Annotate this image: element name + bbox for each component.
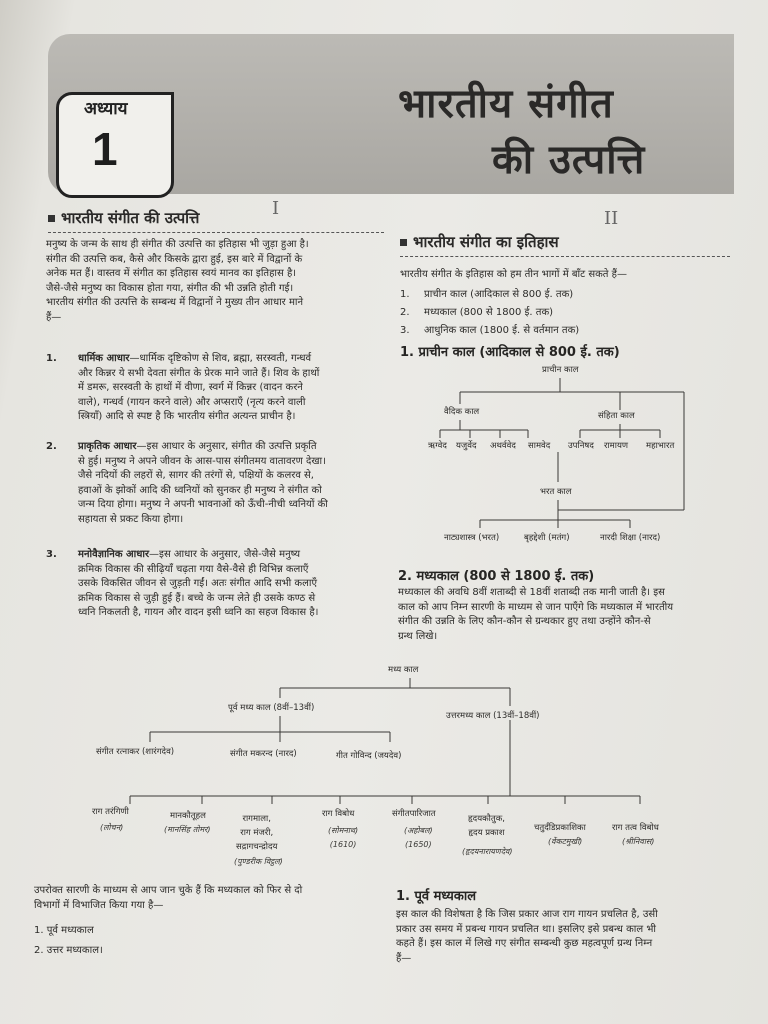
tree-node-medieval-root: मध्य काल <box>388 665 419 675</box>
tree-node-author: (अहोबल) (1650) <box>404 826 433 849</box>
text-line: क्रमिक विकास से जुड़ी हुई हैं। बच्चे के जन्म लेते ही उसके कण्ठ से <box>78 592 316 604</box>
chapter-title-line2: की उत्पत्ति <box>492 137 646 183</box>
text-line: ग्रन्थ लिखे। <box>398 630 438 642</box>
point-title: मनोवैज्ञानिक आधार <box>78 549 150 560</box>
tree-node-text: मानकौतूहल <box>170 811 206 821</box>
tree-node-text: संगीत रत्नाकर (शारंगदेव) <box>96 747 175 757</box>
text-line: में डमरू, सरस्वती के हाथों में वीणा, स्वर्ग में किन्नर (वादन करने <box>78 382 303 394</box>
text-line: काल को आप निम्न सारणी के माध्यम से जान पाएँगे कि मध्यकाल में भारतीय <box>398 601 674 613</box>
early-medieval-heading: 1. पूर्व मध्यकाल <box>396 889 477 904</box>
text-line: संगीत की उन्नति के लिए कौन-कौन से ग्रन्थकार हुए तथा उन्होंने कौन-से <box>398 616 651 628</box>
bullet-icon <box>48 215 55 222</box>
section-heading-origin: भारतीय संगीत की उत्पत्ति <box>48 208 199 228</box>
text-line: भारतीय संगीत की उत्पत्ति के सम्बन्ध में विद्वानों ने मुख्य तीन आधार माने <box>46 297 304 309</box>
bullet-icon <box>400 239 407 246</box>
text-line: मनुष्य के जन्म के साथ ही संगीत की उत्पत्ति का इतिहास भी जुड़ा हुआ है। <box>46 239 309 250</box>
text-line: उपरोक्त सारणी के माध्यम से आप जान चुके हैं कि मध्यकाल को फिर से दो <box>34 885 303 896</box>
text-line: स्त्रियाँ) आदि से स्पष्ट है कि भारतीय संगीत अत्यन्त प्राचीन है। <box>78 411 296 423</box>
ancient-period-tree <box>400 360 730 560</box>
tree-node-author: (पुण्डरीक विट्ठल) <box>234 857 283 866</box>
tree-node-veda: अथर्ववेद <box>490 441 516 451</box>
tree-node-vedic: वैदिक काल <box>444 407 480 417</box>
text-line: उसके विकसित जीवन से जुड़ती गईं। अतः संगीत आदि सभी कलाएँ <box>78 578 317 590</box>
chapter-label: अध्याय <box>84 99 128 119</box>
period-item: 3. आधुनिक काल (1800 ई. से वर्तमान तक) <box>400 325 580 336</box>
tree-node-text: नारदी शिक्षा (नारद) <box>600 533 661 543</box>
text-line: —धार्मिक दृष्टिकोण से शिव, ब्रह्मा, सरस्वती, गन्धर्व <box>129 353 312 364</box>
tree-node-veda: यजुर्वेद <box>456 441 477 451</box>
tree-node-veda: ऋग्वेद <box>428 441 447 451</box>
point-number: 1. <box>46 353 57 364</box>
medieval-intro <box>398 586 732 644</box>
text-line: जन्म दिया होगा। मनुष्य ने अपनी भावनाओं को ऊँची-नीची ध्वनियों की <box>78 499 328 511</box>
origin-point-natural <box>46 440 391 530</box>
origin-point-religious <box>46 352 391 428</box>
division-item: 2. उत्तर मध्यकाल। <box>34 945 103 956</box>
text-line: जैसे नदियों की लहरों से, सागर की तरंगों से, पक्षियों के कलरव से, <box>78 470 314 482</box>
tree-node-text: चतुर्दंडिप्रकाशिका <box>534 823 586 833</box>
tree-node-upanishad: उपनिषद <box>568 441 594 451</box>
tree-node-text: संगीतपारिजात <box>392 809 436 819</box>
section-heading-history: भारतीय संगीत का इतिहास <box>400 232 559 252</box>
period-item: 1. प्राचीन काल (आदिकाल से 800 ई. तक) <box>400 289 574 300</box>
heading-rule <box>400 256 730 257</box>
text-line: संगीत की उत्पत्ति कब, कैसे और किसके द्वारा हुई, इस बारे में विद्वानों के <box>46 253 303 265</box>
tree-node-text: नाट्यशास्त्र (भरत) <box>444 533 500 543</box>
origin-point-psychological <box>46 548 391 624</box>
medieval-division-text <box>34 884 380 913</box>
text-line: से हुई। मनुष्य ने अपने जीवन के आस-पास संगीतमय वातावरण देखा। <box>78 455 326 467</box>
tree-node-author: (वेंकटमुखी) <box>548 837 583 846</box>
margin-mark-two: II <box>604 208 619 229</box>
text-line: जैसे-जैसे मनुष्य का विकास होता गया, संगीत की भी उन्नति होती गई। <box>46 282 294 294</box>
text-line: अनेक मत हैं। वास्तव में संगीत का इतिहास स्वयं मानव का इतिहास है। <box>46 268 297 280</box>
tree-node-text: राग तत्व विबोध <box>612 823 659 833</box>
heading-rule <box>48 232 384 233</box>
text-line: और किन्नर ये सभी देवता संगीत के प्रेरक माने जाते हैं। शिव के हाथों <box>78 367 320 379</box>
text-line: हैं— <box>46 311 62 323</box>
tree-node-text: राग तरंगिणी <box>92 807 129 817</box>
origin-intro <box>46 238 391 326</box>
point-title: प्राकृतिक आधार <box>78 441 137 452</box>
tree-node-early-medieval: पूर्व मध्य काल (8वीं–13वीं) <box>228 703 315 713</box>
text-line: ध्वनि निकलती है, गायन और वादन इसी ध्वनि का सहज विकास है। <box>78 607 319 619</box>
tree-node-author: (मानसिंह तोमर) <box>164 825 211 834</box>
tree-node-text: संगीत मकरन्द (नारद) <box>230 749 297 759</box>
text-line: कहते हैं। इस काल में लिखे गए संगीत सम्बन्धी कुछ महत्वपूर्ण ग्रन्थ निम्न <box>396 938 653 950</box>
tree-node-ramayana: रामायण <box>604 441 629 451</box>
text-line: हैं— <box>396 952 412 964</box>
tree-node-author: (सोमनाथ) (1610) <box>328 826 359 849</box>
medieval-period-heading: 2. मध्यकाल (800 से 1800 ई. तक) <box>398 569 595 584</box>
tree-node-late-medieval: उत्तरमध्य काल (13वीं–18वीं) <box>446 711 540 721</box>
tree-node-author: (लोचन) <box>100 823 124 832</box>
tree-node-text: बृहद्देशी (मतंग) <box>524 533 570 543</box>
text-line: सहायता से प्रकट किया होगा। <box>78 513 184 525</box>
chapter-title-line1: भारतीय संगीत <box>398 81 614 127</box>
tree-node-sanhita: संहिता काल <box>598 411 635 421</box>
tree-node-mahabharata: महाभारत <box>646 441 675 451</box>
text-line: —इस आधार के अनुसार, जैसे-जैसे मनुष्य <box>149 549 300 560</box>
tree-node-veda: सामवेद <box>528 441 551 451</box>
tree-node-text: गीत गोविन्द (जयदेव) <box>336 751 402 761</box>
medieval-period-tree <box>40 660 740 830</box>
tree-node-text: रागमाला, राग मंजरी, सद्रागचन्द्रोदय <box>236 814 278 852</box>
point-number: 2. <box>46 441 57 452</box>
early-medieval-text <box>396 908 732 966</box>
point-title: धार्मिक आधार <box>78 353 130 364</box>
text-line: मध्यकाल की अवधि 8वीं शताब्दी से 18वीं शताब्दी तक मानी जाती है। इस <box>398 587 665 598</box>
chapter-number: 1 <box>92 123 118 175</box>
text-line: प्रकार उस समय में प्रबन्ध गायन प्रचलित था। इसलिए इसे प्रबन्ध काल भी <box>396 923 656 935</box>
tree-node-author: (हृदयनारायणदेव) <box>462 847 513 856</box>
text-line: हवाओं के झोकों आदि की ध्वनियों को सुनकर ही मनुष्य ने संगीत को <box>78 484 322 496</box>
ancient-period-heading: 1. प्राचीन काल (आदिकाल से 800 ई. तक) <box>400 345 620 360</box>
tree-node-text: हृदयकौतुक, हृदय प्रकाश <box>468 814 505 838</box>
period-item: 2. मध्यकाल (800 से 1800 ई. तक) <box>400 307 554 318</box>
margin-mark-one: I <box>272 198 280 219</box>
text-line: इस काल की विशेषता है कि जिस प्रकार आज राग गायन प्रचलित है, उसी <box>396 909 658 920</box>
point-number: 3. <box>46 549 57 560</box>
text-line: —इस आधार के अनुसार, संगीत की उत्पत्ति प्रकृति <box>136 441 317 452</box>
tree-node-bharat: भरत काल <box>540 487 572 497</box>
tree-node-author: (श्रीनिवास) <box>622 837 655 846</box>
text-line: विभागों में विभाजित किया गया है— <box>34 899 164 911</box>
tree-node-root: प्राचीन काल <box>542 365 579 375</box>
tree-node-text: राग विबोध <box>322 809 355 819</box>
division-item: 1. पूर्व मध्यकाल <box>34 925 94 936</box>
text-line: क्रमिक विकास की सीढ़ियाँ चढ़ता गया वैसे-वैसे ही विभिन्न कलाएँ <box>78 563 309 575</box>
text-line: वाले), गन्धर्व (गायन करने वाले) और अप्सराएँ (नृत्य करने वाली <box>78 396 306 408</box>
history-intro: भारतीय संगीत के इतिहास को हम तीन भागों में बाँट सकते हैं— <box>400 269 627 280</box>
